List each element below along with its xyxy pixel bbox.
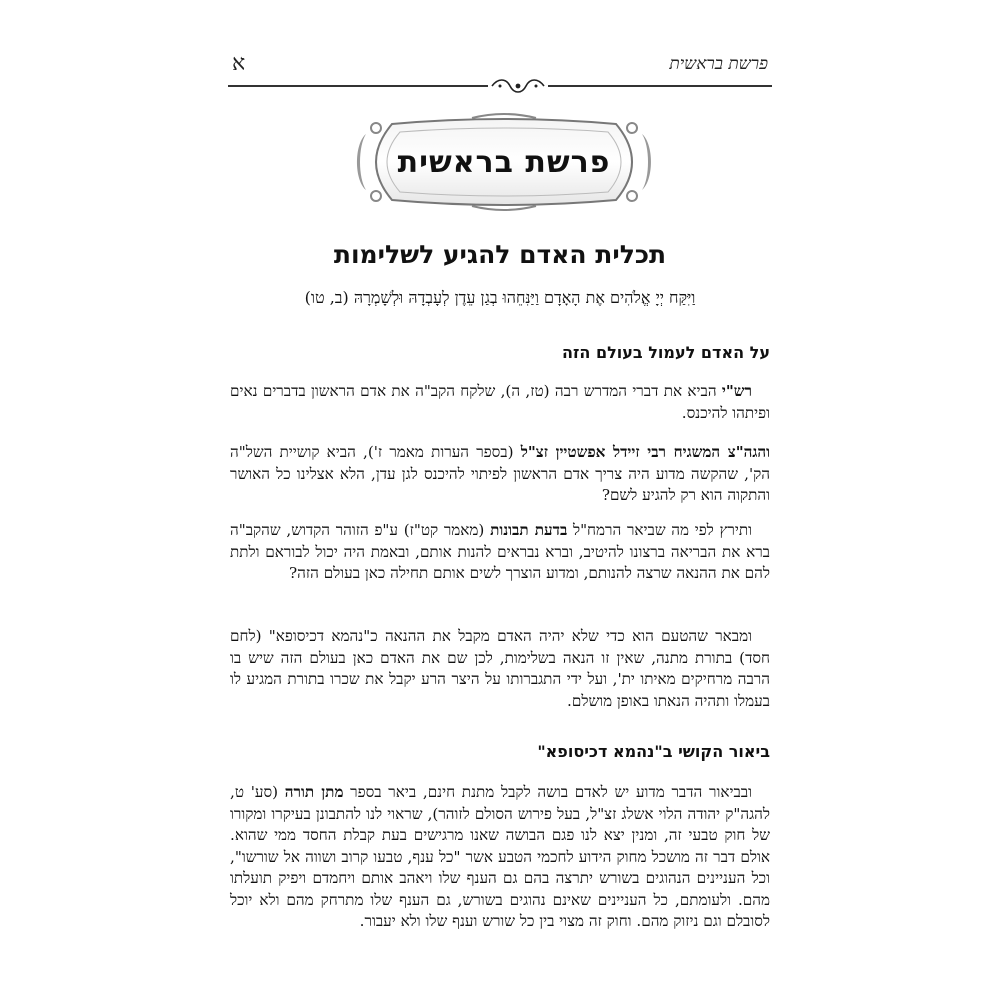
paragraph bbox=[230, 381, 770, 424]
paragraph-lead: רש"י bbox=[721, 382, 752, 400]
paragraph-text: ומבאר שהטעם הוא כדי שלא יהיה האדם מקבל את ההנאה כ"נהמא דכיסופא" (לחם חסד) בתורת מתנה, שאין זו הנאה בשלימות, לכן שם את האדם כאן בעולם הזה שיש בו הרבה מרחיקים מאיתו ית', ועל ידי התגברותו על היצר הרע יקבל את שכרו בתורת המגיע לו בעמלו ותהיה הנאתו באופן מושלם. bbox=[230, 627, 770, 710]
paragraph bbox=[230, 626, 770, 712]
paragraph-text: (סע' ט, להגה"ק יהודה הלוי אשלג זצ"ל, בעל פירוש הסולם לזוהר), שראוי לנו להתבונן בעיקרו ומקורו של חוק טבעי זה, ומנין יצא לנו פגם הבושה שאנו מרגישים בעת קבלת החסד ממי שהוא. אולם דבר זה מושכל מחוק הידוע לחכמי הטבע אשר "כל ענף, טבעו קרוב ושווה אל שורשו", וכל העניינים הנהוגים בשורש יתרצה בהם גם הענף שלו ויאהב אותם ויחמדם ויפיק תועלתו מהם. ולעומתם, כל העניינים שאינם נהוגים בשורש, גם הענף שלו מתרחק מהם ולא יוכל לסובלם וגם ניזוק מהם. וחוק זה מצוי בין כל שורש וענף שלו ולא יעבור. bbox=[230, 783, 770, 930]
verse-quote: וַיִּקַּח יְיָ אֱלֹהִים אֶת הָאָדָם וַיַּנִּחֵהוּ בְגַן עֵדֶן לְעָבְדָהּ וּלְשָׁמְרָהּ (ב, טו) bbox=[304, 288, 696, 307]
book-title: בדעת תבונות bbox=[490, 521, 568, 539]
paragraph bbox=[230, 782, 770, 933]
ornament-icon bbox=[488, 76, 548, 96]
paragraph bbox=[230, 520, 770, 585]
paragraph-text: (בספר הערות מאמר ז'), הביא קושיית השל"ה הק', שהקשה מדוע היה צריך אדם הראשון לפיתוי להיכנס לגן עדן, הלא אצלינו כל האושר והתקוה הוא רק להגיע לשם? bbox=[230, 443, 770, 504]
section-heading: ביאור הקושי ב"נהמא דכיסופא" bbox=[537, 742, 770, 761]
running-title: פרשת בראשית bbox=[669, 54, 768, 74]
paragraph-lead: ותירץ לפי מה שביאר הרמח"ל bbox=[567, 521, 752, 539]
banner-title: פרשת בראשית bbox=[397, 144, 611, 180]
article-title: תכלית האדם להגיע לשלימות bbox=[333, 240, 667, 269]
paragraph-text: הביא את דברי המדרש רבה (טז, ה), שלקח הקב"ה את אדם הראשון בדברים נאים ופיתהו להיכנס. bbox=[230, 382, 770, 422]
paragraph-lead: והגה"צ המשגיח רבי זיידל אפשטיין זצ"ל bbox=[520, 443, 770, 461]
page-number: א bbox=[232, 51, 246, 76]
book-title: מתן תורה bbox=[284, 783, 344, 801]
parsha-banner bbox=[352, 112, 656, 212]
paragraph-text: ובביאור הדבר מדוע יש לאדם בושה לקבל מתנת חינם, ביאר בספר bbox=[343, 783, 752, 801]
section-heading: על האדם לעמול בעולם הזה bbox=[561, 343, 770, 362]
paragraph bbox=[230, 442, 770, 507]
paragraph-text: (מאמר קט"ז) ע"פ הזוהר הקדוש, שהקב"ה ברא את הבריאה ברצונו להיטיב, וברא נבראים להנות אותם, ובאמת היה יכול לבוראם ולתת להם את ההנאה שרצה להנותם, ומדוע הוצרך לשים אותם תחילה כאן בעולם הזה? bbox=[230, 521, 770, 582]
